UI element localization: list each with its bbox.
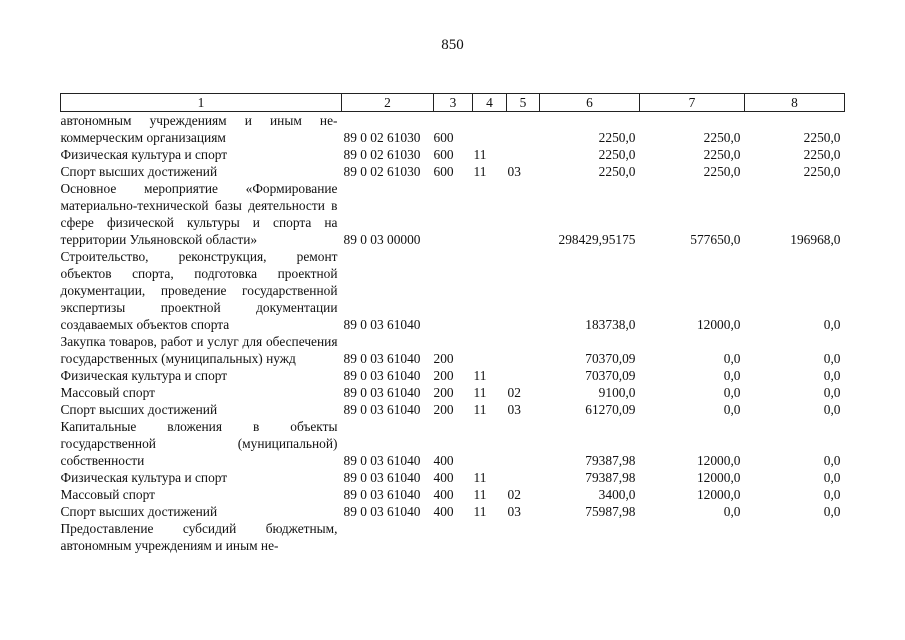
row-name: Строительство, реконструкция, ремонт объектов спорта, подготовка проектной документации, проведение государственной экспертизы проектной документации создаваемых объектов спорта [60, 249, 338, 332]
expense-type-code: 600 [433, 130, 454, 145]
subsection-code [507, 520, 540, 554]
table-row [61, 486, 845, 503]
subsection-code [507, 418, 540, 469]
section-code: 11 [473, 487, 487, 502]
table-row [61, 418, 845, 469]
table-row [61, 469, 845, 486]
amount-col-7: 12000,0 [696, 453, 741, 468]
header-col-8: 8 [745, 94, 845, 112]
amount-col-6 [540, 520, 640, 554]
amount-col-6: 79387,98 [585, 470, 636, 485]
subsection-code: 03 [507, 504, 521, 519]
section-code: 11 [473, 470, 487, 485]
subsection-code [507, 333, 540, 367]
amount-col-6: 2250,0 [598, 164, 636, 179]
section-code [473, 248, 507, 333]
row-name: Предоставление субсидий бюджетным, автономным учреждениям и иным не- [60, 521, 338, 553]
row-name: Закупка товаров, работ и услуг для обеспечения государственных (муниципальных) нужд [60, 334, 338, 366]
amount-col-6: 75987,98 [585, 504, 636, 519]
subsection-code [507, 180, 540, 248]
amount-col-8: 196968,0 [790, 232, 841, 247]
amount-col-7: 2250,0 [703, 164, 741, 179]
target-article-code: 89 0 03 61040 [343, 504, 421, 519]
header-col-6: 6 [540, 94, 640, 112]
target-article-code: 89 0 03 61040 [343, 402, 421, 417]
section-code [473, 180, 507, 248]
subsection-code: 03 [507, 402, 521, 417]
expense-type-code: 200 [433, 402, 454, 417]
target-article-code: 89 0 03 00000 [343, 232, 421, 247]
header-col-5: 5 [507, 94, 540, 112]
amount-col-7: 0,0 [723, 402, 741, 417]
subsection-code: 03 [507, 164, 521, 179]
target-article-code: 89 0 03 61040 [343, 487, 421, 502]
section-code [473, 418, 507, 469]
target-article-code: 89 0 02 61030 [343, 164, 421, 179]
amount-col-8: 0,0 [823, 470, 841, 485]
amount-col-7: 12000,0 [696, 317, 741, 332]
row-name: Физическая культура и спорт [60, 147, 228, 162]
table-body [61, 112, 845, 555]
target-article-code: 89 0 03 61040 [343, 453, 421, 468]
amount-col-8: 0,0 [823, 402, 841, 417]
amount-col-8: 2250,0 [803, 164, 841, 179]
table-row [61, 401, 845, 418]
amount-col-6: 183738,0 [585, 317, 636, 332]
header-row [61, 94, 845, 112]
row-name: Массовый спорт [60, 385, 155, 400]
row-name: Спорт высших достижений [60, 504, 218, 519]
header-col-7: 7 [640, 94, 745, 112]
expense-type-code: 200 [433, 385, 454, 400]
amount-col-8: 0,0 [823, 487, 841, 502]
table-row [61, 384, 845, 401]
subsection-code: 02 [507, 487, 521, 502]
row-name: Массовый спорт [60, 487, 155, 502]
expense-type-code [434, 520, 473, 554]
header-col-2: 2 [342, 94, 434, 112]
amount-col-6: 70370,09 [585, 351, 636, 366]
section-code [473, 520, 507, 554]
section-code: 11 [473, 385, 487, 400]
expense-type-code: 400 [433, 487, 454, 502]
subsection-code [507, 146, 540, 163]
target-article-code: 89 0 03 61040 [343, 317, 421, 332]
amount-col-8: 0,0 [823, 368, 841, 383]
amount-col-7: 0,0 [723, 351, 741, 366]
target-article-code: 89 0 03 61040 [343, 351, 421, 366]
table-row [61, 146, 845, 163]
amount-col-7: 12000,0 [696, 470, 741, 485]
expense-type-code: 200 [433, 351, 454, 366]
row-name: Физическая культура и спорт [60, 470, 228, 485]
amount-col-7: 0,0 [723, 368, 741, 383]
subsection-code [507, 367, 540, 384]
amount-col-8: 0,0 [823, 317, 841, 332]
amount-col-6: 298429,95175 [558, 232, 636, 247]
section-code [473, 333, 507, 367]
section-code: 11 [473, 164, 487, 179]
target-article-code: 89 0 02 61030 [343, 130, 421, 145]
table-row [61, 248, 845, 333]
section-code [473, 112, 507, 147]
subsection-code [507, 469, 540, 486]
budget-table-container [60, 93, 844, 554]
amount-col-8: 0,0 [823, 385, 841, 400]
table-row [61, 503, 845, 520]
expense-type-code: 400 [433, 470, 454, 485]
amount-col-8: 2250,0 [803, 147, 841, 162]
header-col-3: 3 [434, 94, 473, 112]
target-article-code: 89 0 03 61040 [343, 470, 421, 485]
row-name: Капитальные вложения в объекты государственной (муниципальной) собственности [60, 419, 338, 468]
subsection-code [507, 112, 540, 147]
expense-type-code [434, 180, 473, 248]
subsection-code: 02 [507, 385, 521, 400]
table-row [61, 112, 845, 147]
table-row [61, 180, 845, 248]
header-col-1: 1 [61, 94, 342, 112]
amount-col-6: 61270,09 [585, 402, 636, 417]
amount-col-7: 12000,0 [696, 487, 741, 502]
row-name: автономным учреждениям и иным не-коммерческим организациям [60, 113, 338, 145]
section-code: 11 [473, 402, 487, 417]
table-row [61, 520, 845, 554]
amount-col-7: 2250,0 [703, 147, 741, 162]
header-col-4: 4 [473, 94, 507, 112]
expense-type-code: 200 [433, 368, 454, 383]
section-code: 11 [473, 368, 487, 383]
target-article-code [342, 520, 434, 554]
expense-type-code [434, 248, 473, 333]
amount-col-6: 9100,0 [598, 385, 636, 400]
amount-col-6: 2250,0 [598, 130, 636, 145]
budget-table [60, 93, 845, 554]
amount-col-7: 0,0 [723, 385, 741, 400]
expense-type-code: 400 [433, 504, 454, 519]
row-name: Спорт высших достижений [60, 402, 218, 417]
amount-col-7: 2250,0 [703, 130, 741, 145]
table-row [61, 333, 845, 367]
target-article-code: 89 0 03 61040 [343, 385, 421, 400]
amount-col-7: 0,0 [723, 504, 741, 519]
table-row [61, 367, 845, 384]
amount-col-7 [640, 520, 745, 554]
section-code: 11 [473, 147, 487, 162]
amount-col-8: 0,0 [823, 351, 841, 366]
subsection-code [507, 248, 540, 333]
amount-col-6: 79387,98 [585, 453, 636, 468]
amount-col-8 [745, 520, 845, 554]
row-name: Основное мероприятие «Формирование материально-технической базы деятельности в сфере физической культуры и спорта на территории Ульяновской области» [60, 181, 338, 247]
expense-type-code: 400 [433, 453, 454, 468]
amount-col-7: 577650,0 [690, 232, 741, 247]
amount-col-6: 70370,09 [585, 368, 636, 383]
expense-type-code: 600 [433, 164, 454, 179]
amount-col-6: 2250,0 [598, 147, 636, 162]
amount-col-8: 2250,0 [803, 130, 841, 145]
page-number: 850 [441, 37, 464, 53]
amount-col-6: 3400,0 [598, 487, 636, 502]
table-row [61, 163, 845, 180]
amount-col-8: 0,0 [823, 504, 841, 519]
row-name: Физическая культура и спорт [60, 368, 228, 383]
amount-col-8: 0,0 [823, 453, 841, 468]
section-code: 11 [473, 504, 487, 519]
row-name: Спорт высших достижений [60, 164, 218, 179]
target-article-code: 89 0 03 61040 [343, 368, 421, 383]
expense-type-code: 600 [433, 147, 454, 162]
target-article-code: 89 0 02 61030 [343, 147, 421, 162]
